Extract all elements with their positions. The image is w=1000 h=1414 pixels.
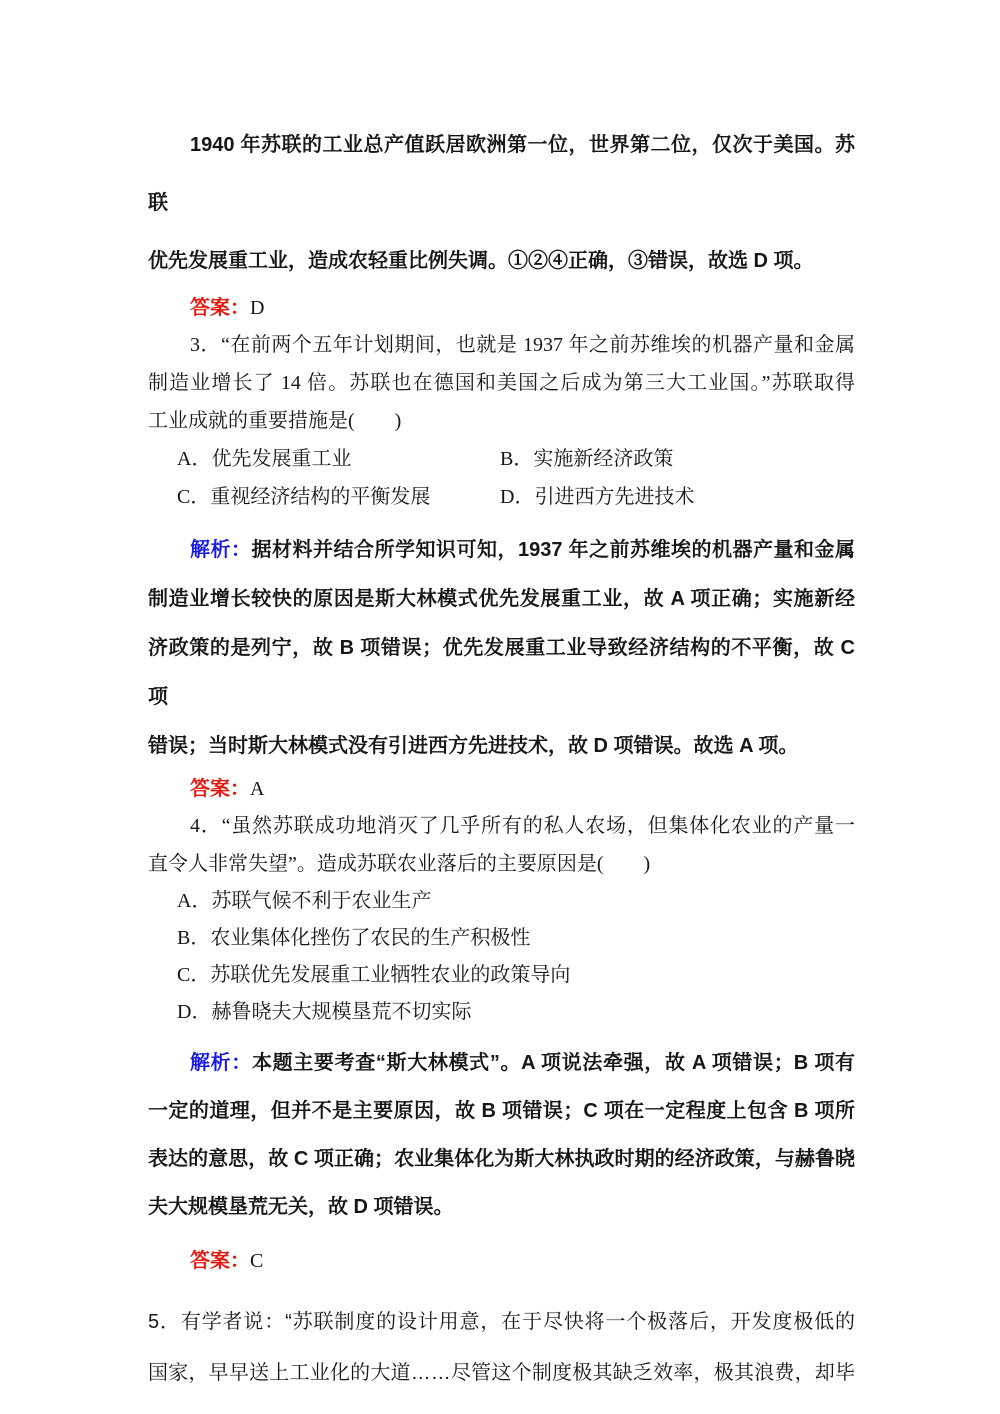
option-c: C．苏联优先发展重工业牺牲农业的政策导向	[177, 964, 571, 986]
analysis-text: 本题主要考查“斯大林模式”。A 项说法牵强，故 A 项错误；B 项有	[251, 1052, 856, 1074]
option-c: C．重视经济结构的平衡发展	[177, 486, 431, 508]
stem-line: 制造业增长了 14 倍。苏联也在德国和美国之后成为第三大工业国。”苏联取得	[148, 372, 855, 394]
answer-label: 答案：	[190, 778, 250, 800]
analysis-line: 济政策的是列宁，故 B 项错误；优先发展重工业导致经济结构的不平衡，故 C 项	[148, 637, 855, 708]
stem-line: 直令人非常失望”。造成苏联农业落后的主要原因是( )	[148, 853, 651, 875]
analysis-line	[148, 526, 855, 575]
stem-line: 工业成就的重要措施是( )	[148, 410, 402, 432]
option-a: A．优先发展重工业	[177, 448, 352, 470]
analysis-line: 错误；当时斯大林模式没有引进西方先进技术，故 D 项错误。故选 A 项。	[148, 735, 799, 757]
question-3-options	[148, 440, 855, 516]
answer-label: 答案：	[190, 297, 250, 319]
stem-line: 5．有学者说：“苏联制度的设计用意，在于尽快将一个极落后，开发度极低的	[148, 1311, 855, 1333]
options-row	[148, 440, 855, 478]
analysis-line: 一定的道理，但并不是主要原因，故 B 项错误；C 项在一定程度上包含 B 项所	[148, 1100, 855, 1122]
answer-value: C	[250, 1250, 264, 1272]
question-4-options	[148, 883, 855, 1031]
q2-answer-row	[148, 290, 855, 326]
question-4-stem	[148, 807, 855, 883]
options-row	[148, 478, 855, 516]
stem-line: 国家，早早送上工业化的大道……尽管这个制度极其缺乏效率，极其浪费，却毕	[148, 1362, 855, 1384]
analysis-text-line: 1940 年苏联的工业总产值跃居欧洲第一位，世界第二位，仅次于美国。苏联	[148, 134, 855, 214]
answer-label: 答案：	[190, 1250, 250, 1272]
q3-answer-row	[148, 771, 855, 807]
analysis-label: 解析：	[190, 1052, 252, 1074]
analysis-line: 表达的意思，故 C 项正确；农业集体化为斯大林执政时期的经济政策，与赫鲁晓	[148, 1148, 855, 1170]
analysis-line	[148, 1039, 855, 1087]
analysis-text-line: 优先发展重工业，造成农轻重比例失调。①②④正确，③错误，故选 D 项。	[148, 250, 814, 272]
analysis-text: 据材料并结合所学知识可知，1937 年之前苏维埃的机器产量和金属	[251, 539, 855, 561]
option-d: D．赫鲁晓夫大规模垦荒不切实际	[177, 1001, 472, 1023]
q2-analysis-continuation	[148, 116, 855, 290]
analysis-label: 解析：	[190, 539, 252, 561]
option-d: D．引进西方先进技术	[500, 486, 695, 508]
q4-answer-row	[148, 1243, 855, 1279]
question-5-stem	[148, 1297, 855, 1399]
stem-line: 4．“虽然苏联成功地消灭了几乎所有的私人农场，但集体化农业的产量一	[190, 815, 855, 837]
stem-line: 3．“在前两个五年计划期间，也就是 1937 年之前苏维埃的机器产量和金属	[190, 334, 855, 356]
option-a: A．苏联气候不利于农业生产	[177, 890, 432, 912]
analysis-line: 夫大规模垦荒无关，故 D 项错误。	[148, 1196, 454, 1218]
analysis-line: 制造业增长较快的原因是斯大林模式优先发展重工业，故 A 项正确；实施新经	[148, 588, 855, 610]
answer-value: A	[250, 778, 265, 800]
question-4-analysis	[148, 1039, 855, 1231]
question-3-stem	[148, 326, 855, 440]
question-3-analysis	[148, 526, 855, 771]
option-b: B．实施新经济政策	[500, 448, 674, 470]
answer-value: D	[250, 297, 265, 319]
option-b: B．农业集体化挫伤了农民的生产积极性	[177, 927, 531, 949]
